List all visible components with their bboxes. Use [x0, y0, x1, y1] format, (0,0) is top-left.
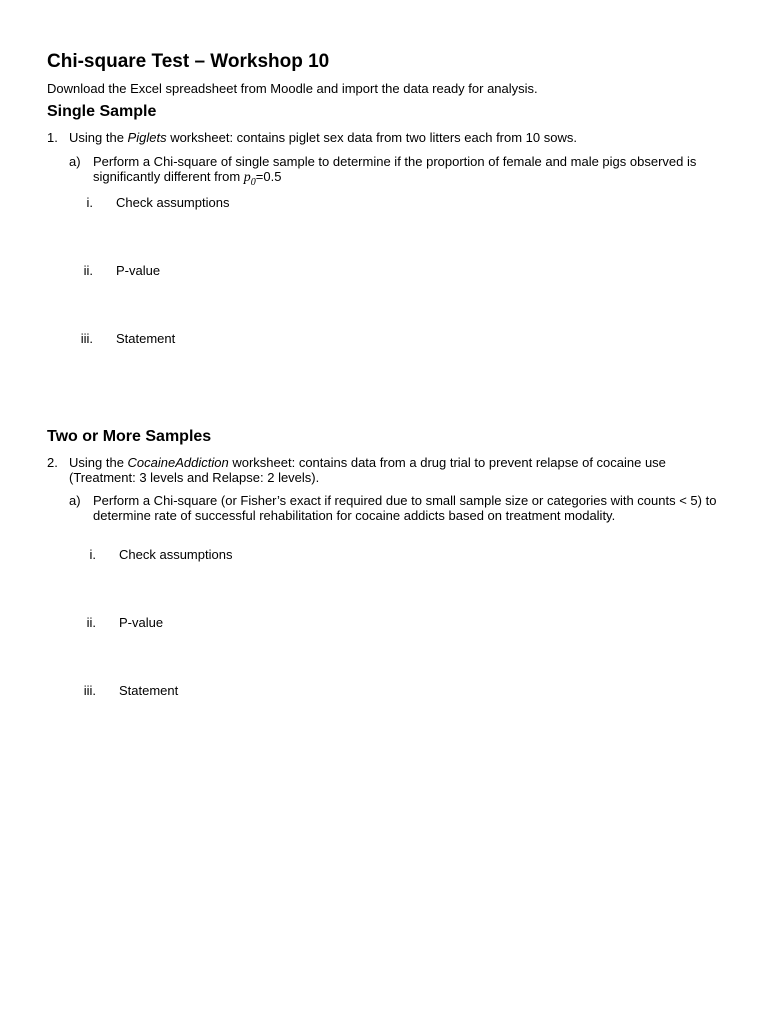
item-number: ii.: [86, 615, 96, 630]
subquestion-text-main: Perform a Chi-square of single sample to determine if the proportion of female and male pigs observed is significantly different from: [93, 154, 697, 184]
question-number: 2.: [47, 455, 58, 470]
question-text-before: Using the: [69, 455, 128, 470]
subquestion-letter: a): [69, 154, 81, 169]
item-number: i.: [89, 547, 96, 562]
math-subscript: 0: [250, 176, 256, 188]
math-variable: p: [243, 170, 251, 185]
item-number: i.: [86, 195, 93, 210]
worksheet-name: CocaineAddiction: [127, 455, 229, 470]
item-number: iii.: [80, 331, 93, 346]
question-number: 1.: [47, 130, 58, 145]
page-title: Chi-square Test – Workshop 10: [47, 51, 330, 72]
math-value: =0.5: [255, 169, 282, 184]
item-number: iii.: [83, 683, 96, 698]
worksheet-name: Piglets: [127, 130, 167, 145]
item-label-statement: Statement: [116, 331, 176, 346]
item-label-check-assumptions: Check assumptions: [119, 547, 233, 562]
subquestion-text: [93, 154, 723, 190]
subquestion-letter: a): [69, 493, 81, 508]
item-label-p-value: P-value: [116, 263, 161, 278]
question-text-after: worksheet: contains data from a drug trial to prevent relapse of cocaine use (Treatment: 3 levels and Relapse: 2 levels).: [69, 455, 666, 485]
question-text-before: Using the: [69, 130, 128, 145]
section-heading-two-or-more-samples: Two or More Samples: [47, 428, 212, 445]
subquestion-text: Perform a Chi-square (or Fisher’s exact if required due to small sample size or categories with counts < 5) to determine rate of successful rehabilitation for cocaine addicts based on treatment modality.: [93, 493, 717, 523]
item-number: ii.: [83, 263, 93, 278]
math-expression: [243, 170, 256, 188]
section-heading-single-sample: Single Sample: [47, 103, 157, 120]
intro-text: Download the Excel spreadsheet from Moodle and import the data ready for analysis.: [47, 81, 538, 96]
item-label-p-value: P-value: [119, 615, 164, 630]
question-text: [69, 130, 734, 145]
question-text: [69, 455, 734, 485]
question-text-after: worksheet: contains piglet sex data from two litters each from 10 sows.: [166, 130, 577, 145]
item-label-statement: Statement: [119, 683, 179, 698]
item-label-check-assumptions: Check assumptions: [116, 195, 230, 210]
